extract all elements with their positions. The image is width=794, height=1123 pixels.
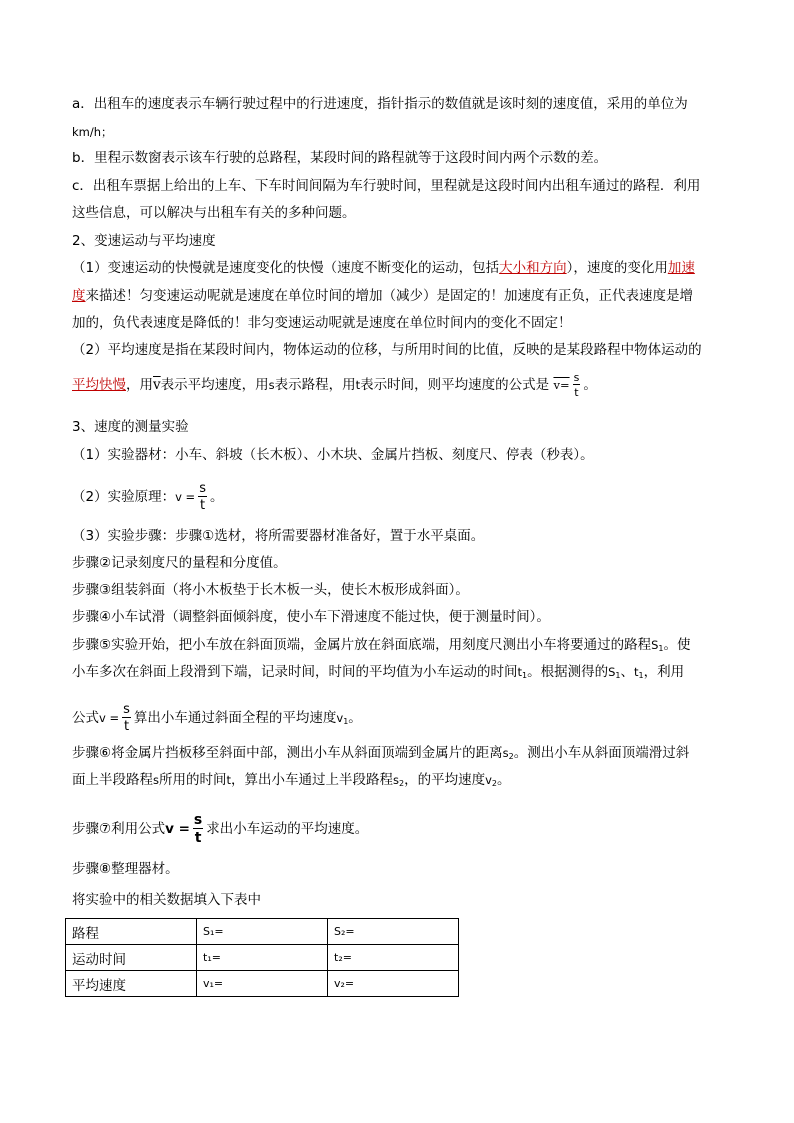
text: ，算出小车通过上半段路程 (231, 772, 394, 788)
experiment-principle (72, 482, 223, 512)
step-8: 步骤⑧整理器材。 (72, 861, 179, 877)
subscript: 1 (343, 717, 349, 726)
paragraph-a-line1: a．出租车的速度表示车辆行驶过程中的行进速度，指针指示的数值就是该时刻的速度值，采用的单位为 (72, 96, 688, 112)
point1-line3: 加的，负代表速度是降低的！非匀变速运动呢就是速度在单位时间内的变化不固定！ (72, 315, 572, 331)
subscript: 1 (615, 671, 621, 680)
highlight-text: 加速 (667, 260, 695, 276)
step-7 (72, 813, 368, 845)
fraction-s-over-t (122, 703, 131, 733)
formula-v: v = (99, 711, 120, 725)
denominator: t (200, 498, 206, 513)
highlight-text: 度 (72, 288, 86, 304)
text: 算出小车通过斜面全程的平均速度 (133, 710, 337, 726)
text: ，用 (126, 377, 153, 393)
step-3: 步骤③组装斜面（将小木板垫于长木板一头，使长木板形成斜面）。 (72, 582, 469, 598)
subscript: 1 (522, 671, 528, 680)
numerator: s (193, 812, 203, 828)
formula-v-bar: v= (553, 378, 570, 392)
step-5-line2 (72, 662, 684, 686)
symbol: v (336, 711, 344, 725)
table-cell: 平均速度 (66, 971, 197, 997)
table-cell: 路程 (66, 919, 197, 945)
text: ），速度的变化用 (566, 260, 668, 276)
text: 步骤⑥将金属片挡板移至斜面中部，测出小车从斜面顶端到金属片的距离 (72, 745, 503, 761)
text: 。 (348, 710, 362, 726)
text: 步骤⑦利用公式 (72, 821, 166, 837)
point1-line2 (72, 286, 693, 306)
text: 求出小车运动的平均速度。 (206, 821, 369, 837)
text: 。 (583, 377, 597, 393)
table-row (66, 919, 459, 945)
fraction-s-over-t (573, 372, 581, 398)
text: 公式 (72, 710, 99, 726)
point1-line1 (72, 258, 695, 278)
text: 来描述！匀变速运动呢就是速度在单位时间的增加（减少）是固定的！加速度有正负，正代表速度是增 (85, 288, 693, 304)
experiment-steps: （3）实验步骤：步骤①选材，将所需要器材准备好，置于水平桌面。 (72, 528, 485, 544)
numerator: s (573, 371, 580, 384)
paragraph-b: b．里程示数窗表示该车行驶的总路程，某段时间的路程就等于这段时间内两个示数的差。 (72, 150, 608, 166)
fraction-s-over-t (198, 482, 207, 512)
text: 步骤⑤实验开始，把小车放在斜面顶端，金属片放在斜面底端，用刻度尺测出小车将要通过的路程 (72, 637, 652, 653)
text: 小车多次在斜面上段滑到下端，记录时间，时间的平均值为小车运动的时间 (72, 664, 518, 680)
text: 。 (209, 489, 224, 505)
table-cell: t₂= (328, 945, 459, 971)
fraction-s-over-t (193, 813, 203, 845)
symbol: S (608, 665, 616, 679)
step-2: 步骤②记录刻度尺的量程和分度值。 (72, 555, 287, 571)
section-heading-3: 3、速度的测量实验 (72, 419, 189, 435)
step-5-line3 (72, 703, 362, 733)
paragraph-c-line1: c．出租车票据上给出的上车、下车时间间隔为车行驶时间，里程就是这段时间内出租车通过的路程．利用 (72, 178, 701, 194)
paragraph-c-line2: 这些信息，可以解决与出租车有关的多种问题。 (72, 205, 356, 221)
symbol: v (485, 773, 492, 787)
point2-line2 (72, 372, 597, 398)
step-4: 步骤④小车试滑（调整斜面倾斜度，使小车下滑速度不能过快，便于测量时间）。 (72, 609, 550, 625)
text: 。根据测得的 (527, 664, 609, 680)
text: 。测出小车从斜面顶端滑过斜 (513, 745, 690, 761)
text: ，利用 (643, 664, 685, 680)
step-5-line1 (72, 635, 691, 659)
table-caption: 将实验中的相关数据填入下表中 (72, 892, 261, 908)
text: （2）实验原理： (72, 489, 176, 505)
step-6-line1 (72, 743, 689, 767)
text: 表示路程，用 (274, 377, 356, 393)
subscript: 1 (638, 671, 644, 680)
text: 。 (497, 772, 511, 788)
table-cell: v₁= (197, 971, 328, 997)
table-cell: S₁= (197, 919, 328, 945)
v-bar-symbol: $\overline{v}$ (153, 377, 161, 393)
table-cell: t₁= (197, 945, 328, 971)
text: ，的平均速度 (404, 772, 486, 788)
text: 、 (620, 664, 635, 680)
step-6-line2 (72, 770, 511, 794)
denominator: t (123, 719, 130, 734)
numerator: s (123, 702, 130, 717)
text: （1）变速运动的快慢就是速度变化的快慢（速度不断变化的运动，包括 (72, 260, 500, 276)
point2-line1: （2）平均速度是指在某段时间内，物体运动的位移，与所用时间的比值，反映的是某段路程中物体运动的 (72, 342, 702, 358)
subscript: 1 (658, 644, 664, 653)
symbol: S (651, 638, 659, 652)
symbol-s: s (268, 378, 275, 392)
symbol-t: t (355, 378, 361, 392)
denominator: t (194, 830, 202, 846)
table-row (66, 945, 459, 971)
symbol: s (393, 773, 400, 787)
highlight-text: 大小和方向 (499, 260, 567, 276)
highlight-text: 平均快慢 (72, 377, 126, 393)
symbol: t (634, 665, 639, 679)
symbol: s (502, 746, 509, 760)
subscript: 2 (399, 779, 405, 788)
subscript: 2 (491, 779, 498, 788)
text: 。使 (663, 637, 691, 653)
text: 所用的时间 (159, 772, 227, 788)
symbol: s (153, 773, 159, 787)
symbol: t (226, 773, 232, 787)
table-cell: v₂= (328, 971, 459, 997)
data-table (65, 918, 459, 997)
subscript: 2 (508, 752, 514, 761)
text: 表示时间，则平均速度的公式是 (360, 377, 550, 393)
formula-v: v = (175, 490, 196, 504)
denominator: t (574, 386, 579, 399)
symbol: t (517, 665, 523, 679)
paragraph-a-line2: km/h； (72, 125, 113, 139)
experiment-equipment: （1）实验器材：小车、斜坡（长木板）、小木块、金属片挡板、刻度尺、停表（秒表）。 (72, 447, 594, 463)
numerator: s (199, 481, 206, 496)
text: 表示平均速度，用 (160, 377, 269, 393)
section-heading-2: 2、变速运动与平均速度 (72, 233, 216, 249)
formula-v: v = (165, 821, 190, 837)
table-cell: 运动时间 (66, 945, 197, 971)
text: 面上半段路程 (72, 772, 153, 788)
table-row (66, 971, 459, 997)
table-cell: S₂= (328, 919, 459, 945)
